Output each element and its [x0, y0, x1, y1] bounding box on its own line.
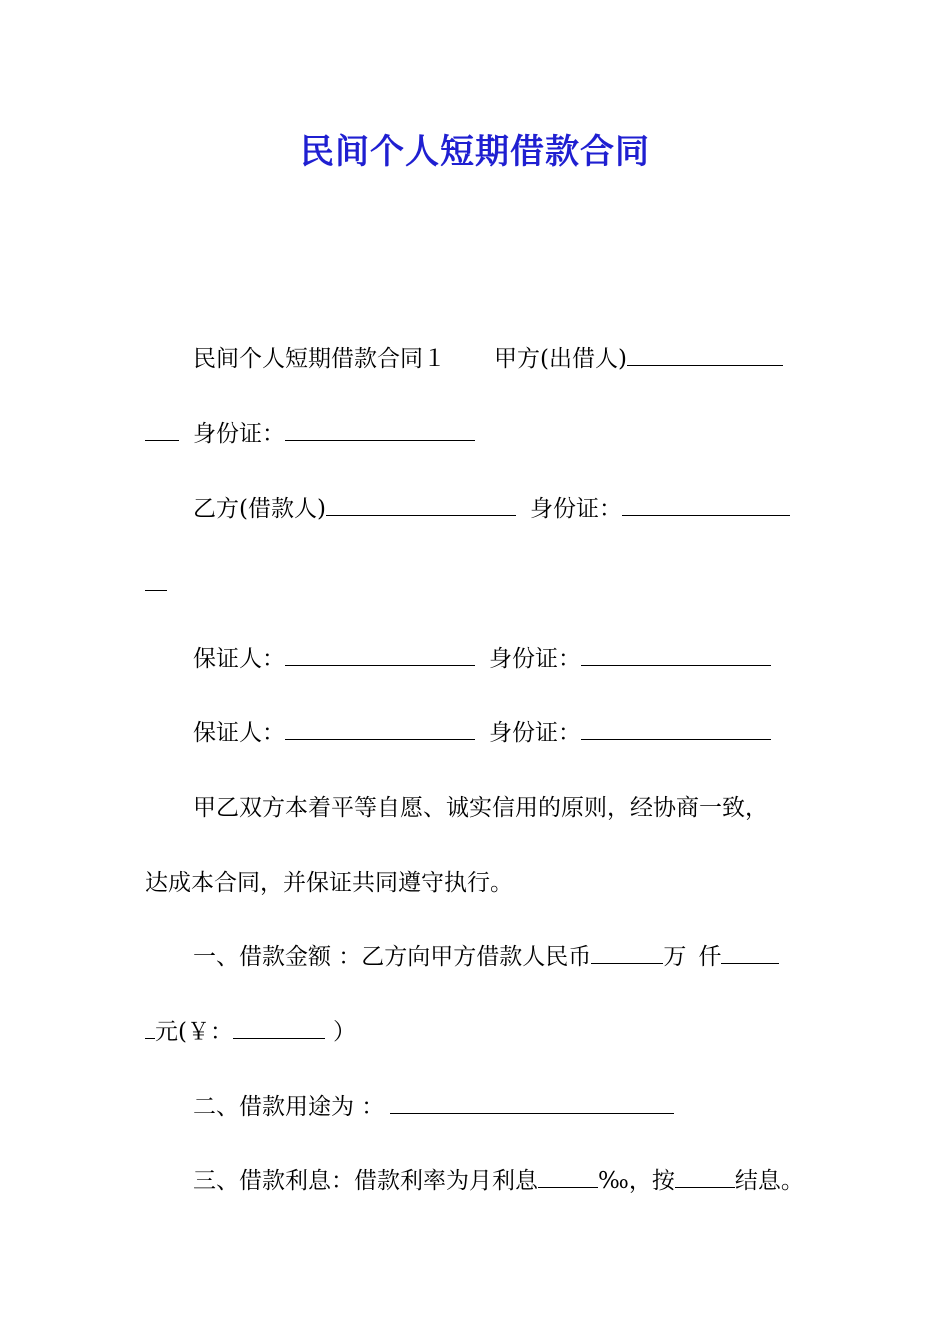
- party-a-id-blank: [285, 420, 475, 441]
- guarantor-id-blank-2: [581, 719, 771, 740]
- qian-blank: [721, 943, 779, 964]
- loan-purpose-text: 二、借款用途为 ：: [193, 1094, 385, 1120]
- qian-blank-cont: [145, 1018, 155, 1039]
- party-b-id-blank-cont: [145, 570, 167, 591]
- agreement-paragraph-line-1: 甲乙双方本着平等自愿、诚实信用的原则，经协商一致，: [193, 795, 768, 821]
- party-a-blank: [627, 345, 783, 366]
- interest-rate-blank: [538, 1167, 598, 1188]
- amount-figure-blank: [233, 1018, 325, 1039]
- loan-amount-line: [193, 941, 779, 973]
- guarantor-label-1: 保证人：: [193, 646, 285, 672]
- qian-label: 仟: [698, 944, 722, 970]
- document-title: 民间个人短期借款合同: [300, 132, 650, 172]
- loan-amount-text: 一、借款金额 ：乙方向甲方借款人民币: [193, 944, 592, 970]
- agreement-paragraph-line-2: 达成本合同，并保证共同遵守执行。: [145, 870, 513, 896]
- guarantor-id-label-2: 身份证：: [489, 720, 581, 746]
- loan-purpose-line: [193, 1091, 674, 1123]
- guarantor-label-2: 保证人：: [193, 720, 285, 746]
- party-b-id-blank: [622, 495, 790, 516]
- loan-interest-text: 三、借款利息：借款利率为月利息: [193, 1168, 538, 1194]
- party-a-label: 甲方(出借人): [494, 346, 627, 372]
- party-a-blank-cont: [145, 420, 179, 441]
- yuan-label: 元(￥：: [155, 1019, 233, 1045]
- wan-blank: [591, 943, 663, 964]
- guarantor-blank-1: [285, 645, 475, 666]
- loan-interest-line: [193, 1165, 804, 1197]
- amount-close-paren: ）: [332, 1019, 356, 1045]
- settlement-blank: [675, 1167, 735, 1188]
- party-b-label: 乙方(借款人): [193, 496, 326, 522]
- guarantor-id-blank-1: [581, 645, 771, 666]
- party-a-id-label: 身份证：: [193, 421, 285, 447]
- party-a-id-line: [145, 418, 475, 450]
- party-b-blank: [326, 495, 516, 516]
- wan-label: 万: [663, 944, 687, 970]
- loan-purpose-blank: [390, 1093, 674, 1114]
- contract-heading: 民间个人短期借款合同１: [193, 346, 446, 372]
- party-b-id-label: 身份证：: [529, 496, 622, 522]
- loan-amount-cont-line: [145, 1016, 356, 1048]
- settlement-end: 结息。: [734, 1168, 804, 1194]
- party-b-id-cont-line: [145, 568, 167, 600]
- guarantor-blank-2: [285, 719, 475, 740]
- guarantor-line-2: [193, 717, 771, 749]
- party-b-line: [193, 493, 790, 525]
- permille-label: ‰，按: [598, 1168, 675, 1194]
- guarantor-id-label-1: 身份证：: [489, 646, 581, 672]
- guarantor-line-1: [193, 643, 771, 675]
- contract-heading-line: [193, 343, 783, 375]
